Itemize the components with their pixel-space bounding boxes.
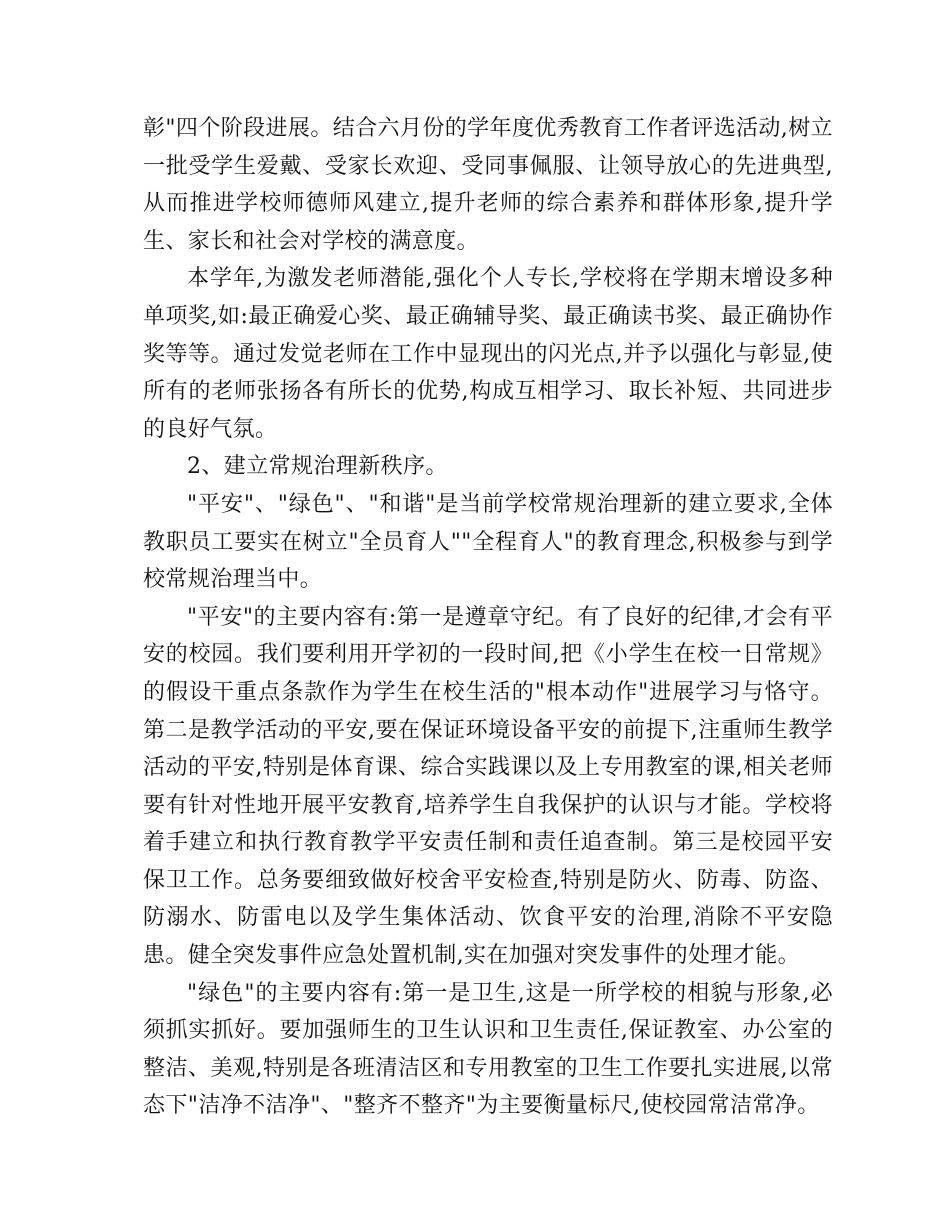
section-heading-2: 2、建立常规治理新秩序。 xyxy=(187,454,448,480)
paragraph-1: 彰"四个阶段进展。结合六月份的学年度优秀教育工作者评选活动,树立一批受学生爱戴、受家长欢迎、受同事佩服、让领导放心的先进典型,从而推进学校师德师风建立,提升老师的综合素养和群体形象,提升学生、家长和社会对学校的满意度。 xyxy=(143,116,833,254)
paragraph-5: "绿色"的主要内容有:第一是卫生,这是一所学校的相貌与形象,必须抓实抓好。要加强师生的卫生认识和卫生责任,保证教室、办公室的整洁、美观,特别是各班清洁区和专用教室的卫生工作要扎实进展,以常态下"洁净不洁净"、"整齐不整齐"为主要衡量标尺,使校园常洁常净。 xyxy=(143,980,833,1119)
paragraph-4: "平安"的主要内容有:第一是遵章守纪。有了良好的纪律,才会有平安的校园。我们要利用开学初的一段时间,把《小学生在校一日常规》的假设干重点条款作为学生在校生活的"根本动作"进展学习与恪守。第二是教学活动的平安,要在保证环境设备平安的前提下,注重师生教学活动的平安,特别是体育课、综合实践课以及上专用教室的课,相关老师要有针对性地开展平安教育,培养学生自我保护的认识与才能。学校将着手建立和执行教育教学平安责任制和责任追查制。第三是校园平安保卫工作。总务要细致做好校舍平安检查,特别是防火、防毒、防盗、防溺水、防雷电以及学生集体活动、饮食平安的治理,消除不平安隐患。健全突发事件应急处置机制,实在加强对突发事件的处理才能。 xyxy=(143,604,833,969)
paragraph-3: "平安"、"绿色"、"和谐"是当前学校常规治理新的建立要求,全体教职员工要实在树立"全员育人""全程育人"的教育理念,积极参与到学校常规治理当中。 xyxy=(143,491,833,593)
paragraph-2: 本学年,为激发老师潜能,强化个人专长,学校将在学期末增设多种单项奖,如:最正确爱心奖、最正确辅导奖、最正确读书奖、最正确协作奖等等。通过发觉老师在工作中显现出的闪光点,并予以强化与彰显,使所有的老师张扬各有所长的优势,构成互相学习、取长补短、共同进步的良好气氛。 xyxy=(143,266,833,442)
document-body xyxy=(143,110,833,1125)
